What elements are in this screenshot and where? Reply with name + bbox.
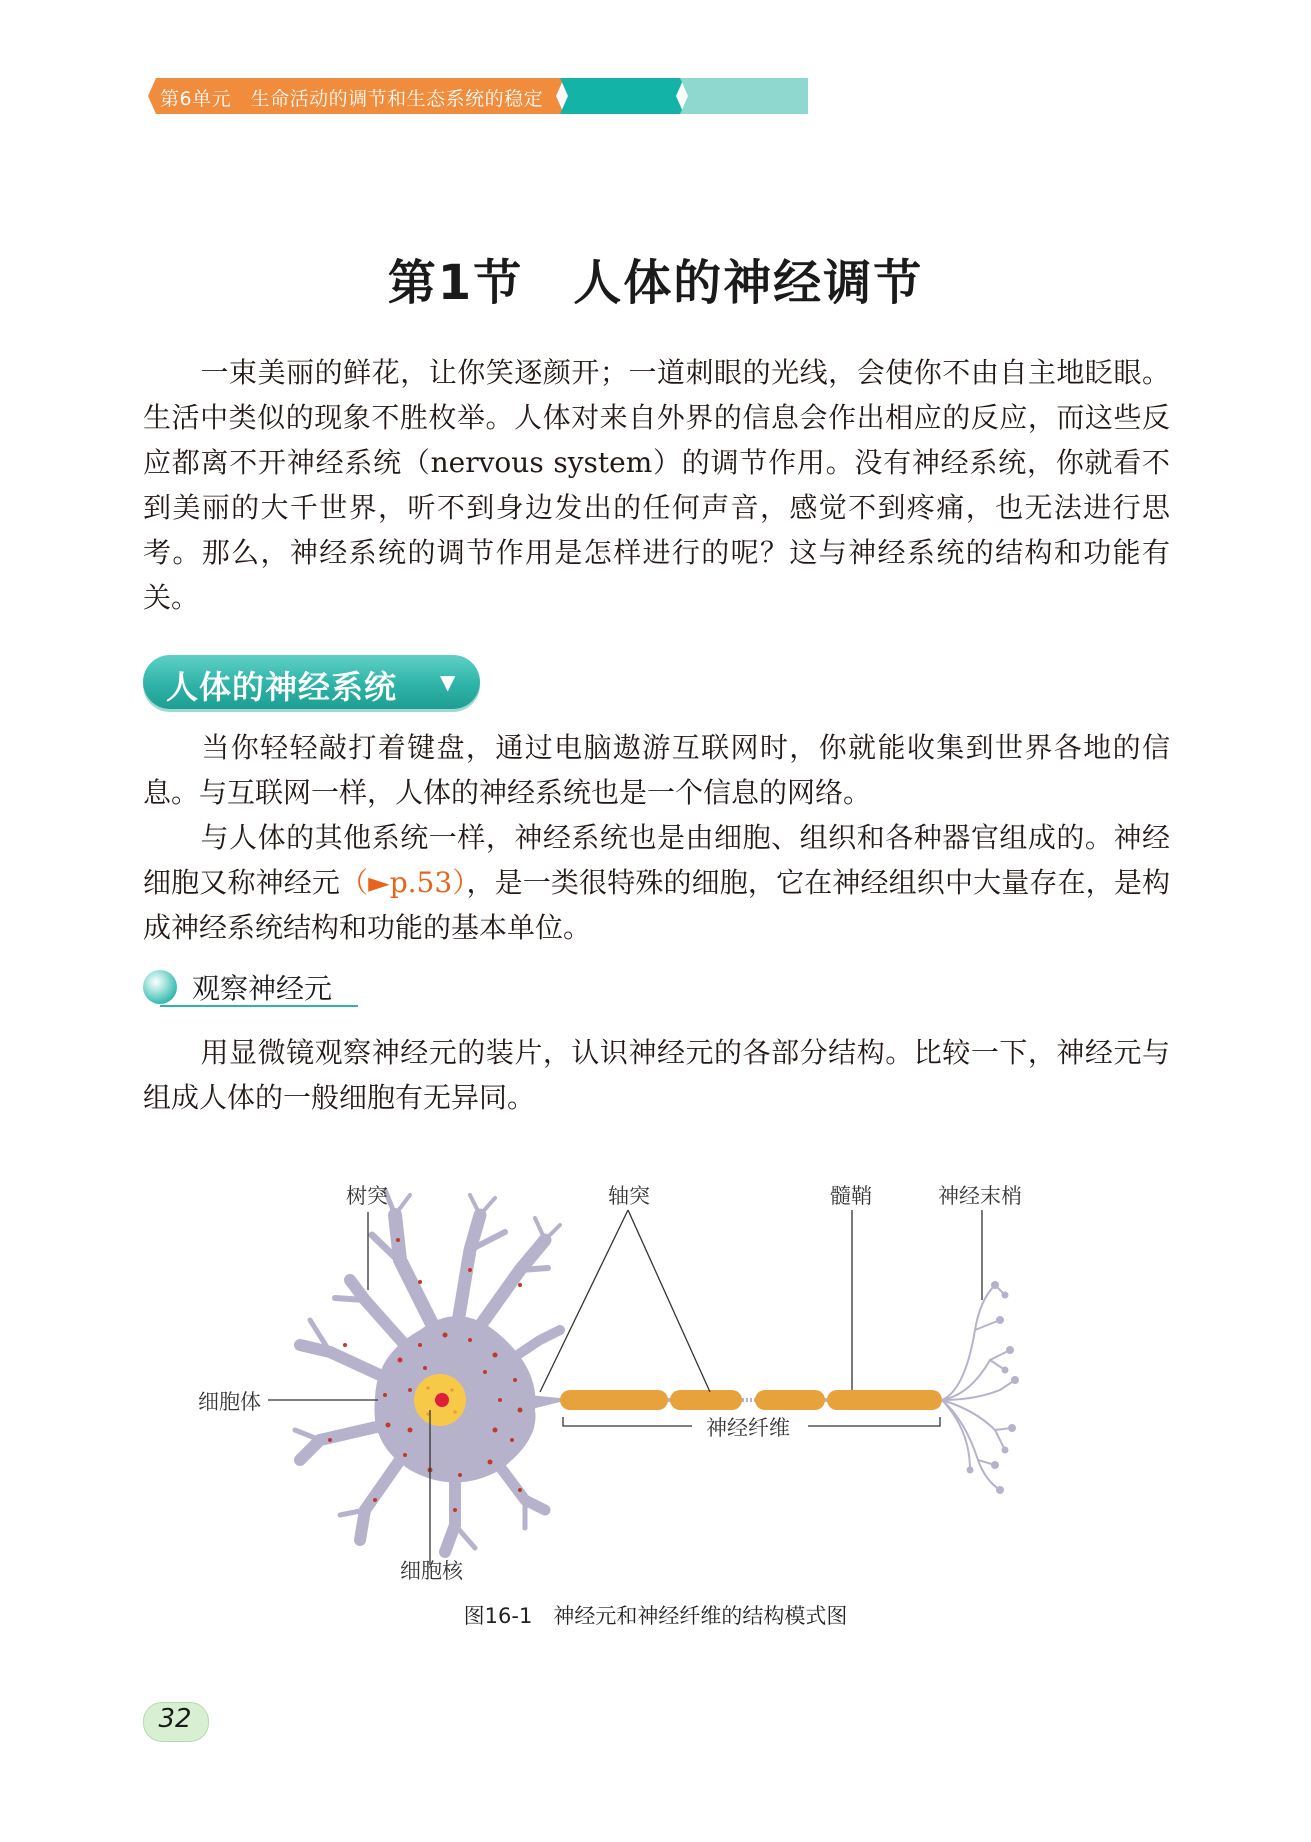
label-axon: 轴突 (608, 1184, 650, 1208)
fiber-bracket-left (563, 1417, 692, 1426)
nucleolus-shape (435, 1393, 449, 1407)
chevron-down-icon: ▼ (440, 670, 456, 694)
body-p2-after: ，是一类很特殊的细胞，它在神经组织中大量存在，是构成神经系统结构和功能的基本单位。 (143, 866, 1170, 944)
label-cell-body: 细胞体 (198, 1390, 261, 1414)
page-reference-link[interactable]: （►p.53） (340, 866, 467, 899)
activity-title: 观察神经元 (192, 972, 333, 1005)
label-nucleus: 细胞核 (400, 1559, 463, 1583)
leader-axon-right (628, 1210, 710, 1392)
intro-text: 一束美丽的鲜花，让你笑逐颜开；一道刺眼的光线，会使你不由自主地眨眼。生活中类似的现象不胜枚举。人体对来自外界的信息会作出相应的反应，而这些反应都离不开神经系统（nervous system）的调节作用。没有神经系统，你就看不到美丽的大千世界，听不到身边发出的任何声音，感觉不到疼痛，也无法进行思考。那么，神经系统的调节作用是怎样进行的呢？这与神经系统的结构和功能有关。 (143, 356, 1170, 614)
leader-axon-left (540, 1210, 628, 1392)
subsection-label: 人体的神经系统 (166, 668, 398, 706)
activity-text: 用显微镜观察神经元的装片，认识神经元的各部分结构。比较一下，神经元与组成人体的一般细胞有无异同。 (143, 1036, 1170, 1114)
terminal-boutons (967, 1281, 1020, 1494)
nerve-terminals (942, 1285, 1015, 1490)
label-nerve-terminal: 神经末梢 (938, 1184, 1022, 1208)
page-number: 32 (158, 1704, 192, 1734)
section-title: 第1节 人体的神经调节 (387, 255, 924, 311)
figure-caption: 图16-1 神经元和神经纤维的结构模式图 (463, 1604, 848, 1628)
body-p2-before: 与人体的其他系统一样，神经系统也是由细胞、组织和各种器官组成的。神经细胞又称神经元 (143, 821, 1170, 899)
unit-header-text: 第6单元 生命活动的调节和生态系统的稳定 (160, 88, 544, 110)
label-nerve-fiber: 神经纤维 (706, 1416, 790, 1440)
body-p1-text: 当你轻轻敲打着键盘，通过电脑遨游互联网时，你就能收集到世界各地的信息。与互联网一样，人体的神经系统也是一个信息的网络。 (143, 731, 1170, 809)
fiber-bracket-right (808, 1417, 940, 1426)
label-dendrite: 树突 (346, 1184, 388, 1208)
label-myelin: 髓鞘 (830, 1184, 872, 1208)
